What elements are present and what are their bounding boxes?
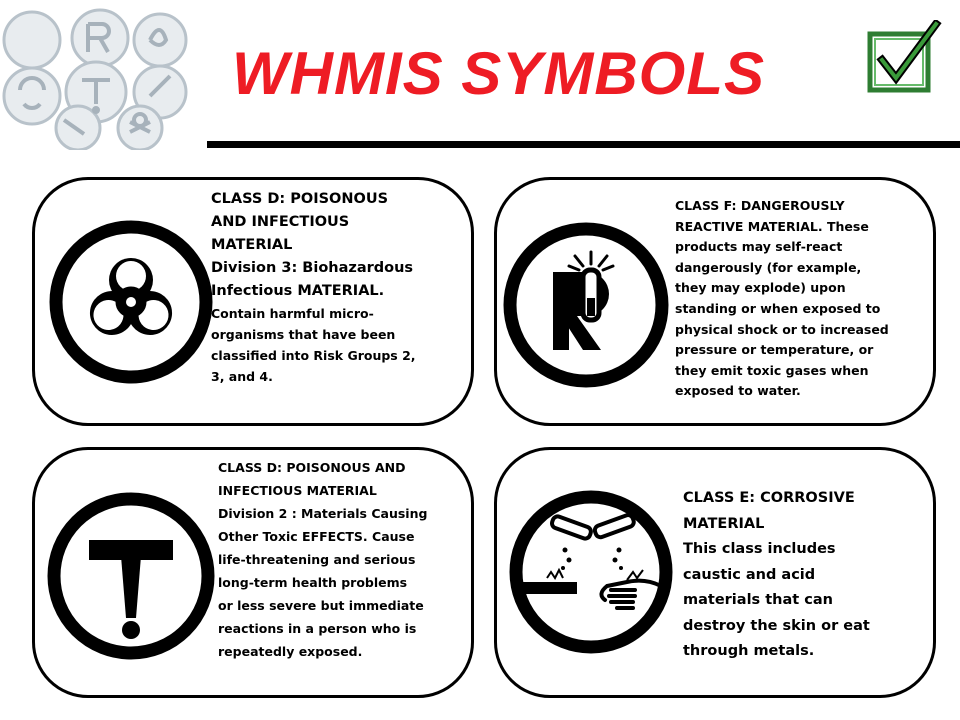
card-text: CLASS E: CORROSIVE MATERIAL This class includes caustic and acid materials that can destroy the skin or eat through metals. <box>683 490 870 659</box>
toxic-effects-t-icon <box>45 490 217 662</box>
card-text: CLASS F: DANGEROUSLY REACTIVE MATERIAL. These products may self-react dangerously (for example, they may explode) upon standing or when exposed to physical shock or to increased pressure or temperature, or they emit toxic gases when exposed to water. <box>675 198 889 399</box>
whmis-symbols-collage-icon <box>0 0 210 150</box>
page-title: WHMIS SYMBOLS <box>232 40 765 107</box>
dangerously-reactive-icon <box>501 220 671 390</box>
checked-box-icon <box>866 20 944 94</box>
header-divider <box>207 141 960 148</box>
card-dangerously-reactive-material <box>494 177 936 426</box>
card-text: CLASS D: POISONOUS AND INFECTIOUS MATERIAL Division 3: Biohazardous Infectious MATERIAL. Contain harmful micro- organisms that have been classified into Risk Groups 2, 3, and 4. <box>211 191 416 384</box>
card-other-toxic-effects <box>32 447 474 698</box>
card-text: CLASS D: POISONOUS AND INFECTIOUS MATERIAL Division 2 : Materials Causing Other Toxic EFFECTS. Cause life-threatening and serious long-term health problems or less severe but immediate reactions in a person who is repeatedly exposed. <box>218 460 428 659</box>
card-corrosive-material <box>494 447 936 698</box>
biohazard-icon <box>47 218 215 386</box>
card-biohazardous-material <box>32 177 474 426</box>
corrosive-icon <box>507 488 675 656</box>
